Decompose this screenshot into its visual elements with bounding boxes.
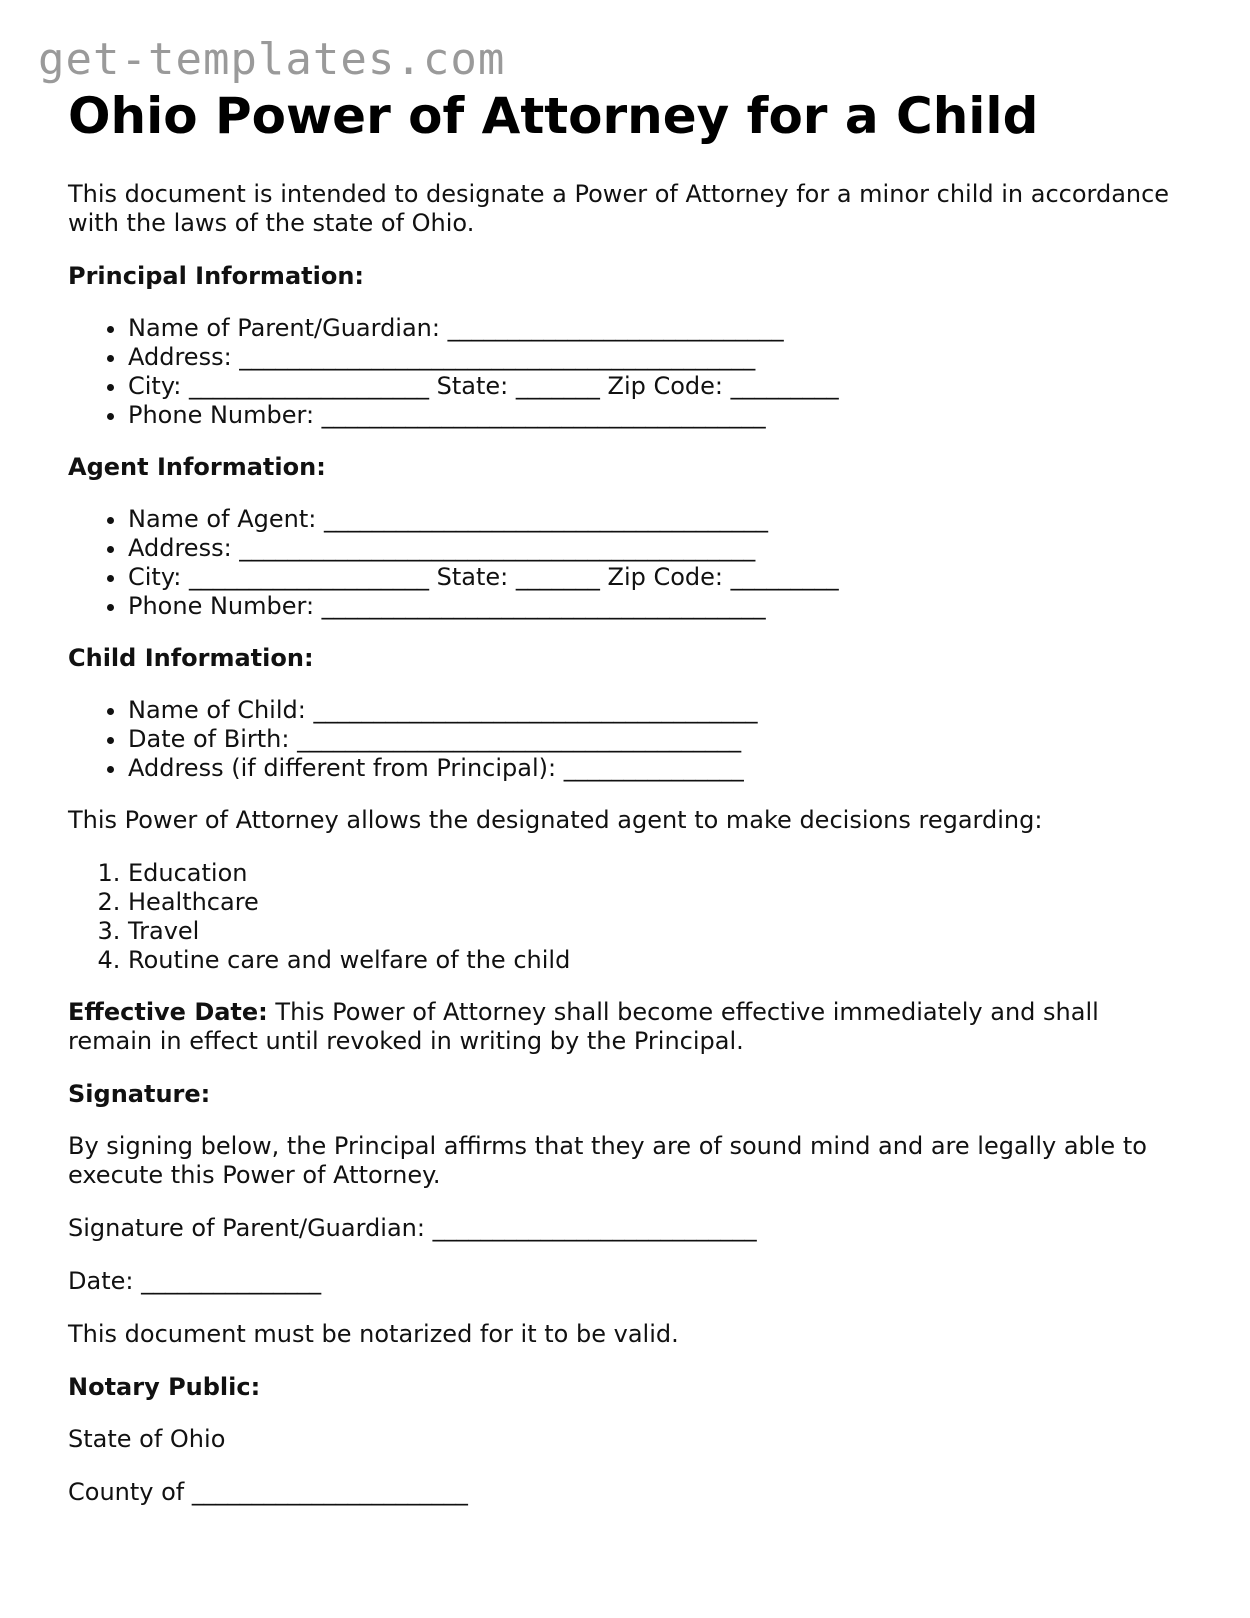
document-title: Ohio Power of Attorney for a Child <box>68 87 1039 145</box>
agent-address-field: • Address: ___________________________________________ <box>128 534 1188 563</box>
principal-phone-field: • Phone Number: _____________________________________ <box>128 401 1188 430</box>
notarize-note: This document must be notarized for it to be valid. <box>68 1320 679 1348</box>
decisions-list <box>68 859 1188 975</box>
site-watermark: get-templates.com <box>38 34 506 85</box>
agent-phone-field: • Phone Number: _____________________________________ <box>128 592 1188 621</box>
effective-date-label: Effective Date: <box>68 998 268 1026</box>
notary-heading: Notary Public: <box>68 1373 261 1401</box>
effective-date-text: This Power of Attorney shall become effective immediately and shall remain in effect until revoked in writing by the Principal. <box>68 998 1099 1055</box>
intro-paragraph: This document is intended to designate a Power of Attorney for a minor child in accordance with the laws of the state of Ohio. <box>68 180 1170 237</box>
principal-heading: Principal Information: <box>68 262 365 290</box>
principal-address-field: • Address: ___________________________________________ <box>128 343 1188 372</box>
notary-state: State of Ohio <box>68 1425 226 1453</box>
notary-county-line: County of _______________________ <box>68 1478 468 1506</box>
agent-city-state-zip-field: • City: ____________________ State: _______ Zip Code: _________ <box>128 563 1188 592</box>
effective-date-paragraph <box>68 998 1188 1056</box>
decision-item: 3. Travel <box>128 917 1188 946</box>
signature-statement: By signing below, the Principal affirms that they are of sound mind and are legally able to execute this Power of Attorney. <box>68 1132 1147 1189</box>
child-dob-field: • Date of Birth: _____________________________________ <box>128 725 1188 754</box>
decisions-intro: This Power of Attorney allows the designated agent to make decisions regarding: <box>68 806 1043 834</box>
principal-city-state-zip-field: • City: ____________________ State: _______ Zip Code: _________ <box>128 372 1188 401</box>
child-heading: Child Information: <box>68 644 314 672</box>
child-address-field: • Address (if different from Principal): _______________ <box>128 754 1188 783</box>
agent-fields <box>68 505 1188 621</box>
decision-item: 4. Routine care and welfare of the child <box>128 946 1188 975</box>
principal-name-field: • Name of Parent/Guardian: ____________________________ <box>128 314 1188 343</box>
signature-line: Signature of Parent/Guardian: ___________________________ <box>68 1214 757 1242</box>
signature-heading: Signature: <box>68 1080 211 1108</box>
agent-name-field: • Name of Agent: _____________________________________ <box>128 505 1188 534</box>
principal-fields <box>68 314 1188 430</box>
signature-date-line: Date: _______________ <box>68 1267 322 1295</box>
document-page <box>68 86 1188 1531</box>
agent-heading: Agent Information: <box>68 453 326 481</box>
child-fields <box>68 696 1188 783</box>
child-name-field: • Name of Child: _____________________________________ <box>128 696 1188 725</box>
decision-item: 2. Healthcare <box>128 888 1188 917</box>
decision-item: 1. Education <box>128 859 1188 888</box>
